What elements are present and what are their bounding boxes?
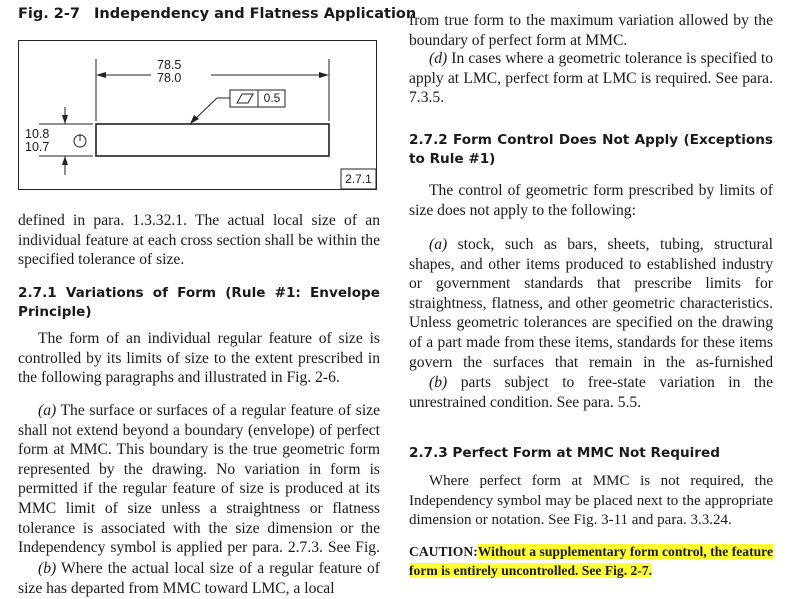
item-b — [409, 373, 773, 413]
para-b-label: (b) — [38, 560, 57, 577]
ref-tag: 2.7.1 — [345, 172, 372, 186]
side-arrow-bottom — [62, 156, 68, 165]
para-2-7-2: The control of geometric form prescribed by limits of size does not apply to the following: — [409, 182, 773, 219]
figure-drawing — [19, 41, 376, 189]
item-b-label: (b) — [429, 374, 448, 391]
heading-2-7-1: 2.7.1 Variations of Form (Rule #1: Envelope Principle) — [18, 285, 380, 320]
para-b-text: Where the actual local size of a regular feature of size has departed from MMC toward LMC, a local — [18, 560, 380, 597]
upper-dim-min: 78.0 — [157, 71, 182, 85]
arrow-right — [319, 72, 329, 78]
arrow-left — [96, 72, 106, 78]
independency-symbol-letter: I — [78, 133, 82, 144]
heading-2-7-3: 2.7.3 Perfect Form at MMC Not Required — [409, 445, 720, 461]
figure-frame — [18, 40, 377, 190]
caution-note — [409, 542, 773, 580]
caution-highlighted-text: Without a supplementary form control, the feature form is entirely uncontrolled. See Fig. 2-7. — [409, 544, 773, 578]
para-d-label: (d) — [429, 50, 448, 67]
para-a-text: The surface or surfaces of a regular feature of size shall not extend beyond a boundary (envelope) of perfect form at MMC. This boundary is the true geometric form represented by the drawing. No variation in form is permitted if the regular feature of size is produced at its MMC limit of size unless a straightness or flatness tolerance is associated with the size dimension or the Independency symbol is applied per para. 2.7.3. See Fig. — [18, 402, 380, 557]
item-a-text: stock, such as bars, sheets, tubing, structural shapes, and other items produced to established industry or government standards that prescribe limits for straightness, flatness, and other geometric characteristics. Unless geometric tolerances are specified on the drawing of a part made from these items, standards for these items govern the surfaces that remain in the as-furnished — [409, 236, 773, 371]
fcf-tolerance: 0.5 — [263, 91, 281, 105]
figure-title — [18, 6, 416, 22]
figure-caption: Independency and Flatness Application — [94, 6, 417, 22]
para-2-7-3: Where perfect form at MMC is not required, the Independency symbol may be placed next to the appropriate dimension or notation. See Fig. 3-11 and para. 3.3.24. — [409, 473, 773, 529]
right-column — [409, 11, 773, 580]
para-d — [409, 49, 773, 107]
para-continued: from true form to the maximum variation allowed by the boundary of perfect form at MMC. — [409, 12, 773, 49]
left-column — [18, 211, 380, 599]
item-a-label: (a) — [429, 236, 448, 253]
para-2-7-1: The form of an individual regular feature of size is controlled by its limits of size to the extent prescribed in the following paragraphs and illustrated in Fig. 2-6. — [18, 330, 380, 387]
heading-2-7-2 — [409, 131, 773, 169]
side-dim-max: 10.8 — [25, 127, 50, 141]
figure-label: Fig. 2-7 — [18, 6, 81, 22]
upper-dim-max: 78.5 — [157, 58, 182, 72]
side-arrow-top — [62, 115, 68, 124]
part-outline — [96, 124, 329, 156]
side-dimension — [25, 128, 49, 154]
caution-label: CAUTION: — [409, 544, 478, 559]
flatness-icon — [237, 94, 253, 103]
fcf-symbol-cell — [230, 90, 258, 107]
item-a — [409, 235, 773, 373]
side-dim-min: 10.7 — [25, 140, 50, 154]
para-intro: defined in para. 1.3.32.1. The actual local size of an individual feature at each cross section shall be within the specified tolerance of size. — [18, 212, 380, 269]
heading-2-7-2-text: 2.7.2 Form Control Does Not Apply (Exceptions to Rule #1) — [409, 132, 773, 167]
para-b — [18, 559, 380, 599]
item-b-text: parts subject to free-state variation in the unrestrained condition. See para. 5.5. — [409, 374, 773, 411]
upper-dimension — [157, 59, 181, 85]
para-a-label: (a) — [38, 402, 57, 419]
para-d-text: In cases where a geometric tolerance is specified to apply at LMC, perfect form at LMC is required. See para. 7.3.5. — [409, 50, 773, 107]
para-a — [18, 401, 380, 559]
